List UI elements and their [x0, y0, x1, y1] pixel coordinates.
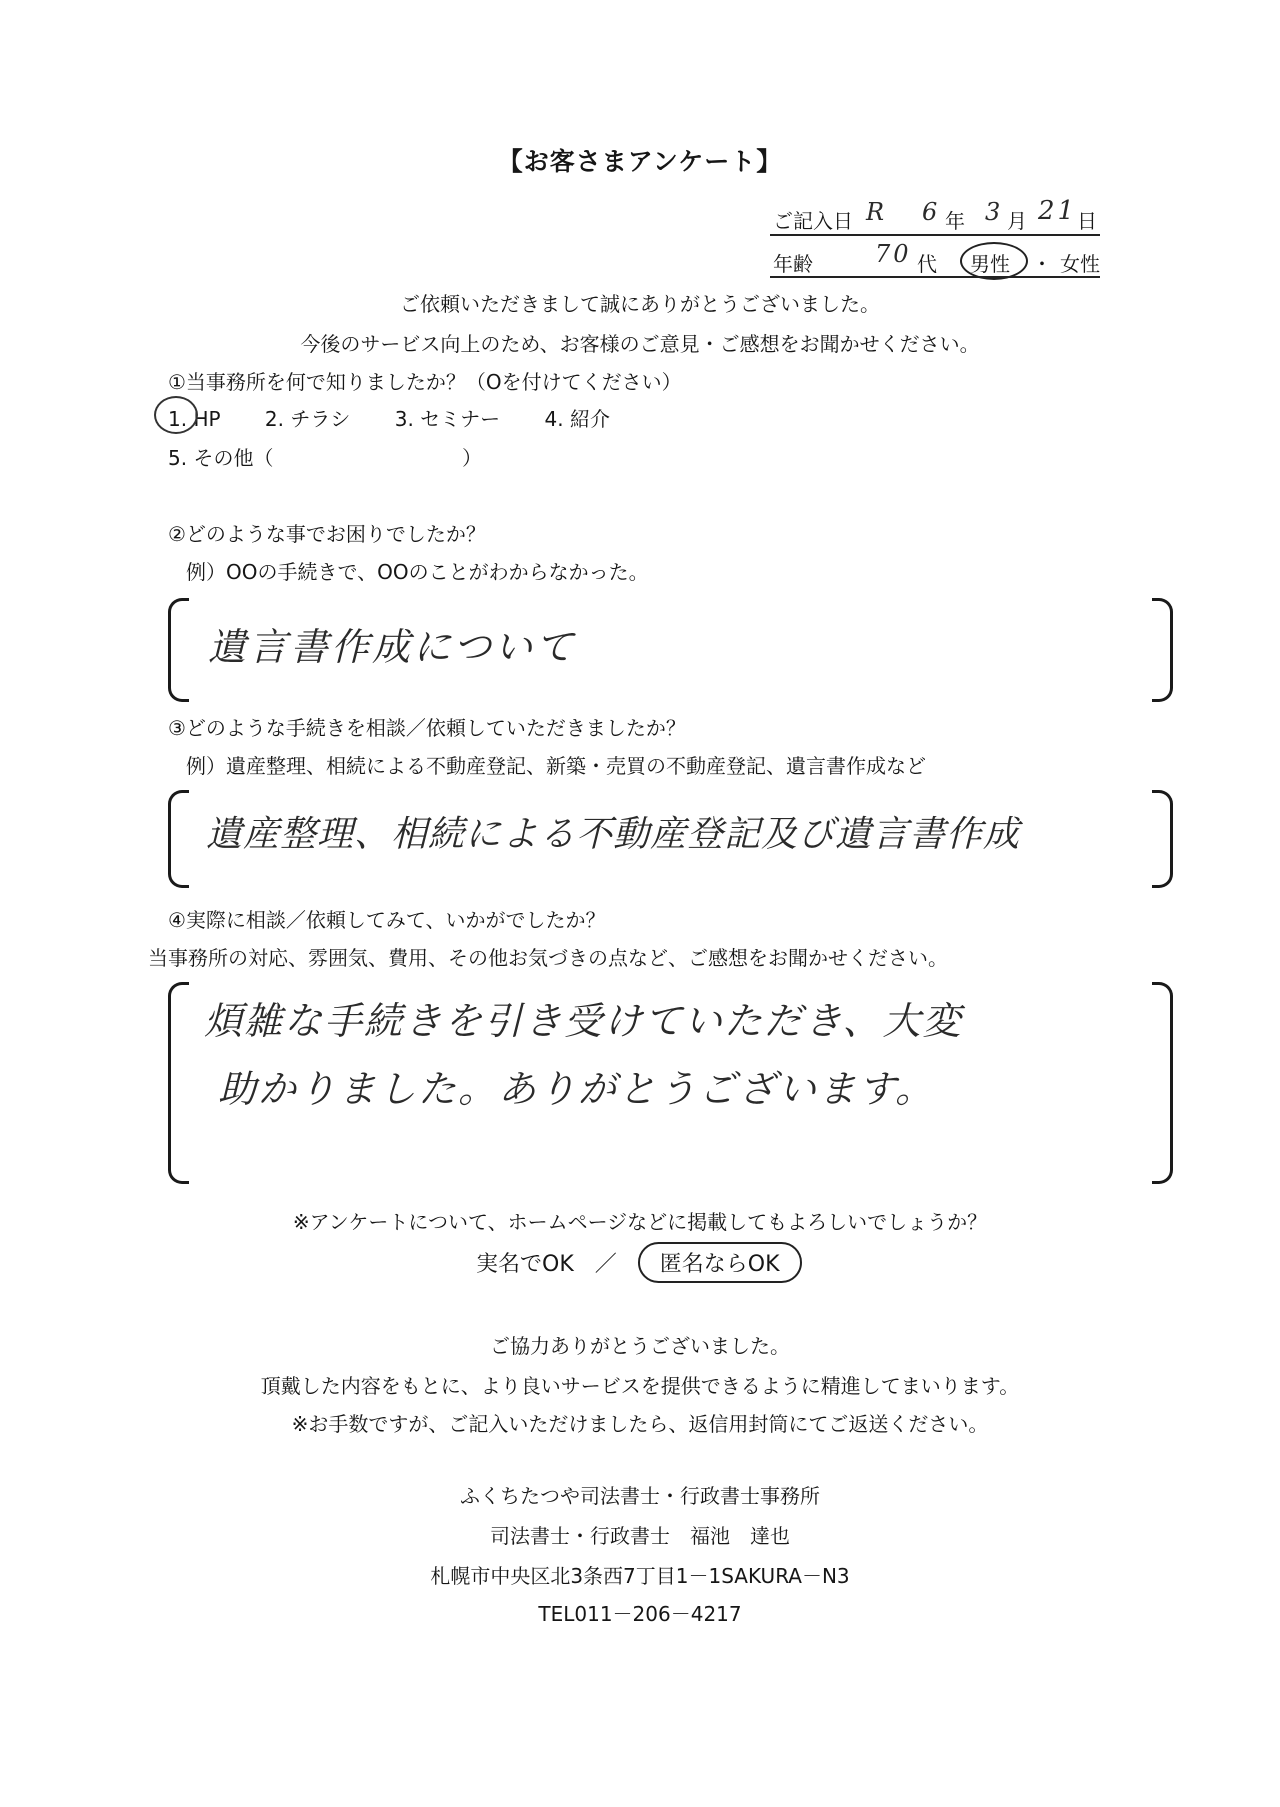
- day-label: 日: [1077, 209, 1097, 233]
- footer-address: 札幌市中央区北3条西7丁目1－1SAKURA－N3: [430, 1564, 850, 1588]
- q2-answer-bracket-right: [1152, 598, 1173, 702]
- closing-thanks: ご協力ありがとうございました。: [490, 1334, 790, 1358]
- date-era[interactable]: R: [866, 198, 888, 226]
- q4-answer-bracket-left: [168, 982, 189, 1184]
- age-underline: [770, 276, 1100, 278]
- date-label: ご記入日: [773, 209, 853, 233]
- q4-answer-line1[interactable]: 煩雑な手続きを引き受けていただき、大変: [204, 999, 963, 1043]
- gender-separator: ・: [1032, 252, 1052, 276]
- date-day[interactable]: 21: [1038, 196, 1078, 226]
- q4-answer-line2[interactable]: 助かりました。ありがとうございます。: [218, 1067, 935, 1111]
- gender-female-option[interactable]: 女性: [1060, 252, 1100, 276]
- closing-return-note: ※お手数ですが、ご記入いただけましたら、返信用封筒にてご返送ください。: [291, 1412, 989, 1436]
- gender-male-option[interactable]: 男性: [970, 252, 1010, 276]
- q3-answer-bracket-right: [1152, 790, 1173, 888]
- year-label: 年: [945, 209, 965, 233]
- q3-answer[interactable]: 遺産整理、相続による不動産登記及び遺言書作成: [206, 814, 1021, 855]
- date-month[interactable]: 3: [985, 198, 1004, 226]
- footer-person: 司法書士・行政書士 福池 達也: [490, 1524, 790, 1548]
- publish-question: ※アンケートについて、ホームページなどに掲載してもよろしいでしょうか？: [292, 1210, 988, 1234]
- q1-question: ①当事務所を何で知りましたか？（Oを付けてください）: [168, 370, 682, 394]
- age-value[interactable]: 70: [875, 240, 912, 268]
- q1-options: [168, 403, 648, 432]
- q1-hp-circle-mark: [154, 396, 198, 434]
- age-label: 年齢: [773, 252, 813, 276]
- q3-answer-bracket-left: [168, 790, 189, 888]
- q1-option-hp[interactable]: 1. HP: [168, 407, 221, 431]
- month-label: 月: [1007, 209, 1027, 233]
- footer-office: ふくちたつや司法書士・行政書士事務所: [460, 1484, 820, 1508]
- q2-answer-bracket-left: [168, 598, 189, 702]
- q2-answer[interactable]: 遺言書作成について: [208, 625, 577, 669]
- page-title: 【お客さまアンケート】: [497, 147, 783, 176]
- q2-example: 例）OOの手続きで、OOのことがわからなかった。: [186, 560, 649, 584]
- intro-thanks: ご依頼いただきまして誠にありがとうございました。: [400, 292, 880, 316]
- q4-example: 当事務所の対応、雰囲気、費用、その他お気づきの点など、ご感想をお聞かせください。: [148, 946, 948, 970]
- age-unit: 代: [917, 252, 937, 276]
- q1-other-close: ）: [462, 446, 482, 470]
- closing-commitment: 頂戴した内容をもとに、より良いサービスを提供できるように精進してまいります。: [260, 1374, 1020, 1398]
- q4-question: ④実際に相談／依頼してみて、いかがでしたか？: [168, 908, 606, 932]
- q4-answer-bracket-right: [1152, 982, 1173, 1184]
- q2-question: ②どのような事でお困りでしたか？: [168, 522, 486, 546]
- q3-question: ③どのような手続きを相談／依頼していただきましたか？: [168, 716, 686, 740]
- publish-real-name-option[interactable]: 実名でOK: [476, 1252, 574, 1277]
- publish-options: [476, 1242, 802, 1283]
- date-year[interactable]: 6: [922, 198, 941, 226]
- date-underline: [770, 234, 1100, 236]
- q1-option-other[interactable]: 5. その他（: [168, 446, 274, 470]
- q1-option-seminar[interactable]: 3. セミナー: [394, 407, 501, 431]
- q1-option-referral[interactable]: 4. 紹介: [544, 407, 610, 431]
- publish-anonymous-option[interactable]: 匿名ならOK: [638, 1242, 802, 1283]
- publish-slash: ／: [594, 1252, 617, 1277]
- q3-example: 例）遺産整理、相続による不動産登記、新築・売買の不動産登記、遺言書作成など: [186, 754, 926, 778]
- q1-option-flyer[interactable]: 2. チラシ: [264, 407, 351, 431]
- footer-tel: TEL011－206－4217: [538, 1602, 742, 1626]
- intro-request: 今後のサービス向上のため、お客様のご意見・ご感想をお聞かせください。: [300, 332, 980, 356]
